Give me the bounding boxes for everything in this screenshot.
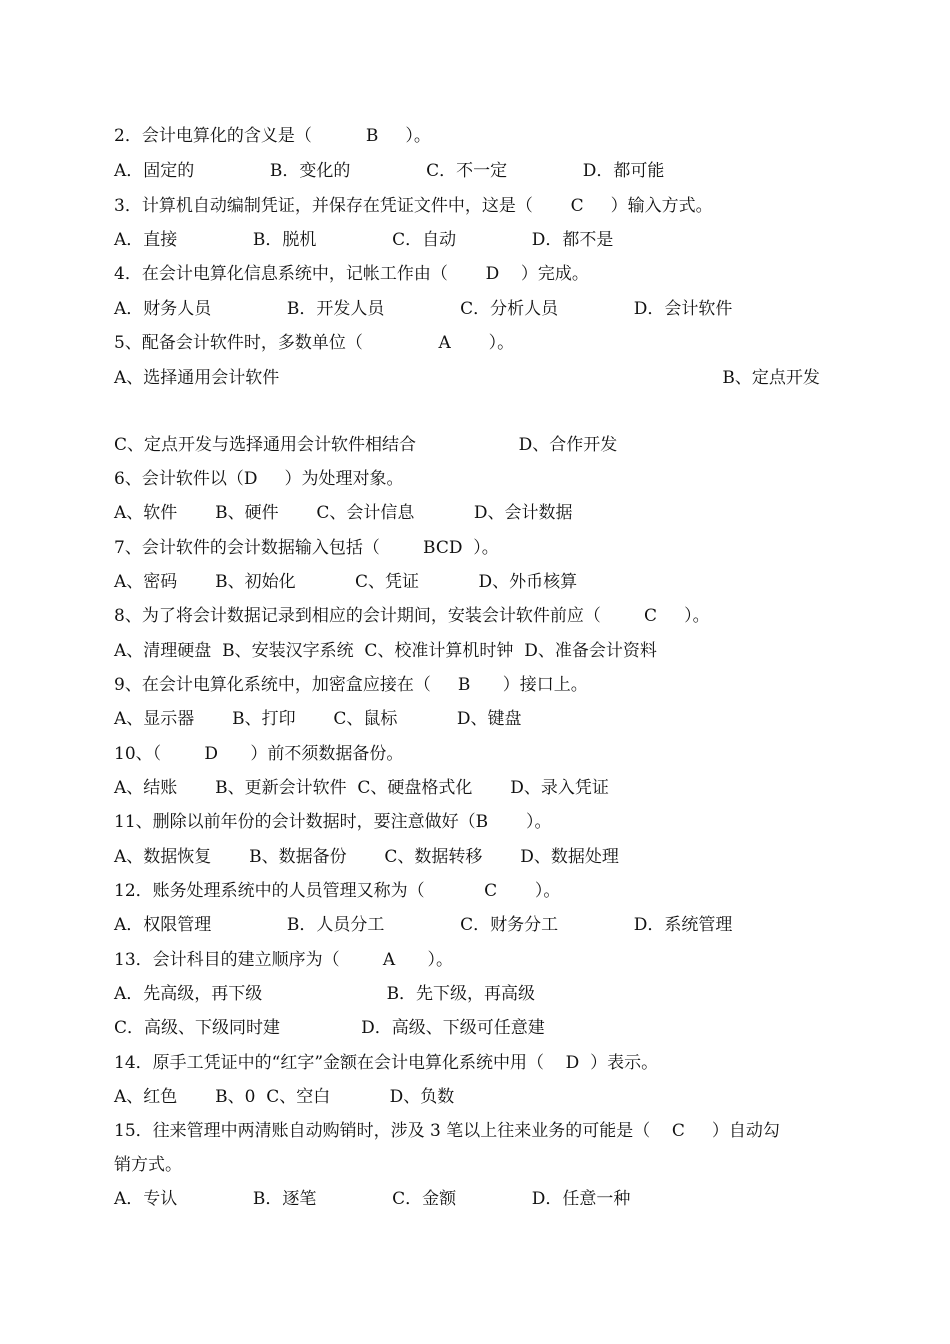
- question-10: 10、（ D ）前不须数据备份。: [114, 744, 404, 764]
- question-13: 13．会计科目的建立顺序为（ A ）。: [114, 950, 454, 970]
- question-10-options: A、结账 B、更新会计软件 C、硬盘格式化 D、录入凭证: [114, 778, 609, 798]
- question-12: 12．账务处理系统中的人员管理又称为（ C ）。: [114, 881, 561, 901]
- question-6: 6、会计软件以（D ）为处理对象。: [114, 469, 404, 489]
- question-14: 14．原手工凭证中的“红字”金额在会计电算化系统中用（ D ）表示。: [114, 1053, 659, 1073]
- question-15: 15．往来管理中两清账自动购销时，涉及 3 笔以上往来业务的可能是（ C ）自动勾: [114, 1121, 780, 1141]
- question-15-options: A．专认 B．逐笔 C．金额 D．任意一种: [114, 1189, 631, 1209]
- question-5-options-cd: C、定点开发与选择通用会计软件相结合 D、合作开发: [114, 435, 618, 455]
- question-4: 4．在会计电算化信息系统中，记帐工作由（ D ）完成。: [114, 264, 589, 284]
- question-9: 9、在会计电算化系统中，加密盒应接在（ B ）接口上。: [114, 675, 588, 695]
- question-5-options-ab: A、选择通用会计软件 B、定点开发: [114, 368, 820, 388]
- question-7: 7、会计软件的会计数据输入包括（ BCD ）。: [114, 538, 499, 558]
- question-2: 2．会计电算化的含义是（ B ）。: [114, 126, 431, 146]
- question-4-options: A．财务人员 B．开发人员 C．分析人员 D．会计软件: [114, 299, 733, 319]
- question-14-options: A、红色 B、0 C、空白 D、负数: [114, 1087, 455, 1107]
- question-5: 5、配备会计软件时，多数单位（ A ）。: [114, 333, 515, 353]
- question-11: 11、删除以前年份的会计数据时，要注意做好（B ）。: [114, 812, 552, 832]
- question-7-options: A、密码 B、初始化 C、凭证 D、外币核算: [114, 572, 578, 592]
- question-15-continued: 销方式。: [114, 1155, 182, 1175]
- question-13-options-ab: A．先高级，再下级 B．先下级，再高级: [114, 984, 536, 1004]
- question-3-options: A．直接 B．脱机 C．自动 D．都不是: [114, 230, 614, 250]
- question-2-options: A．固定的 B．变化的 C．不一定 D．都可能: [114, 161, 665, 181]
- question-8-options: A、清理硬盘 B、安装汉字系统 C、校准计算机时钟 D、准备会计资料: [114, 641, 657, 661]
- question-11-options: A、数据恢复 B、数据备份 C、数据转移 D、数据处理: [114, 847, 619, 867]
- question-6-options: A、软件 B、硬件 C、会计信息 D、会计数据: [114, 503, 573, 523]
- question-12-options: A．权限管理 B．人员分工 C．财务分工 D．系统管理: [114, 915, 733, 935]
- question-13-options-cd: C．高级、下级同时建 D．高级、下级可任意建: [114, 1018, 545, 1038]
- question-3: 3．计算机自动编制凭证，并保存在凭证文件中，这是（ C ）输入方式。: [114, 196, 713, 216]
- question-8: 8、为了将会计数据记录到相应的会计期间，安装会计软件前应（ C ）。: [114, 606, 710, 626]
- question-9-options: A、显示器 B、打印 C、鼠标 D、键盘: [114, 709, 522, 729]
